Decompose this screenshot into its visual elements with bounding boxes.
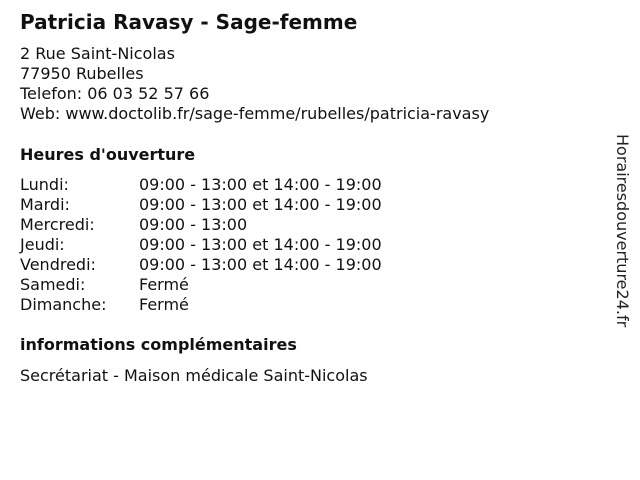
hours-row-saturday bbox=[20, 275, 382, 295]
address-street: 2 Rue Saint-Nicolas bbox=[20, 44, 175, 63]
day-label: Dimanche: bbox=[20, 295, 107, 314]
watermark: Horairesdouverture24.fr bbox=[613, 134, 632, 328]
hours-row-thursday bbox=[20, 235, 382, 255]
day-label: Vendredi: bbox=[20, 255, 96, 274]
day-label: Lundi: bbox=[20, 175, 69, 194]
hours-row-monday bbox=[20, 175, 382, 195]
page-title: Patricia Ravasy - Sage-femme bbox=[20, 10, 358, 34]
phone-number: Telefon: 06 03 52 57 66 bbox=[20, 84, 210, 103]
day-hours: 09:00 - 13:00 et 14:00 - 19:00 bbox=[139, 175, 382, 194]
website: Web: www.doctolib.fr/sage-femme/rubelles/patricia-ravasy bbox=[20, 104, 490, 123]
day-hours: 09:00 - 13:00 et 14:00 - 19:00 bbox=[139, 195, 382, 214]
day-hours: 09:00 - 13:00 et 14:00 - 19:00 bbox=[139, 255, 382, 274]
day-hours: 09:00 - 13:00 et 14:00 - 19:00 bbox=[139, 235, 382, 254]
hours-row-wednesday bbox=[20, 215, 382, 235]
info-text: Secrétariat - Maison médicale Saint-Nicolas bbox=[20, 366, 368, 385]
address-city: 77950 Rubelles bbox=[20, 64, 144, 83]
day-label: Mercredi: bbox=[20, 215, 95, 234]
day-hours: Fermé bbox=[139, 275, 189, 294]
hours-row-sunday bbox=[20, 295, 382, 315]
day-label: Jeudi: bbox=[20, 235, 65, 254]
info-heading: informations complémentaires bbox=[20, 335, 297, 354]
hours-row-tuesday bbox=[20, 195, 382, 215]
hours-list bbox=[20, 175, 382, 315]
day-hours: 09:00 - 13:00 bbox=[139, 215, 248, 234]
hours-row-friday bbox=[20, 255, 382, 275]
day-hours: Fermé bbox=[139, 295, 189, 314]
day-label: Samedi: bbox=[20, 275, 86, 294]
contact-details bbox=[20, 44, 489, 124]
day-label: Mardi: bbox=[20, 195, 70, 214]
hours-heading: Heures d'ouverture bbox=[20, 145, 196, 164]
